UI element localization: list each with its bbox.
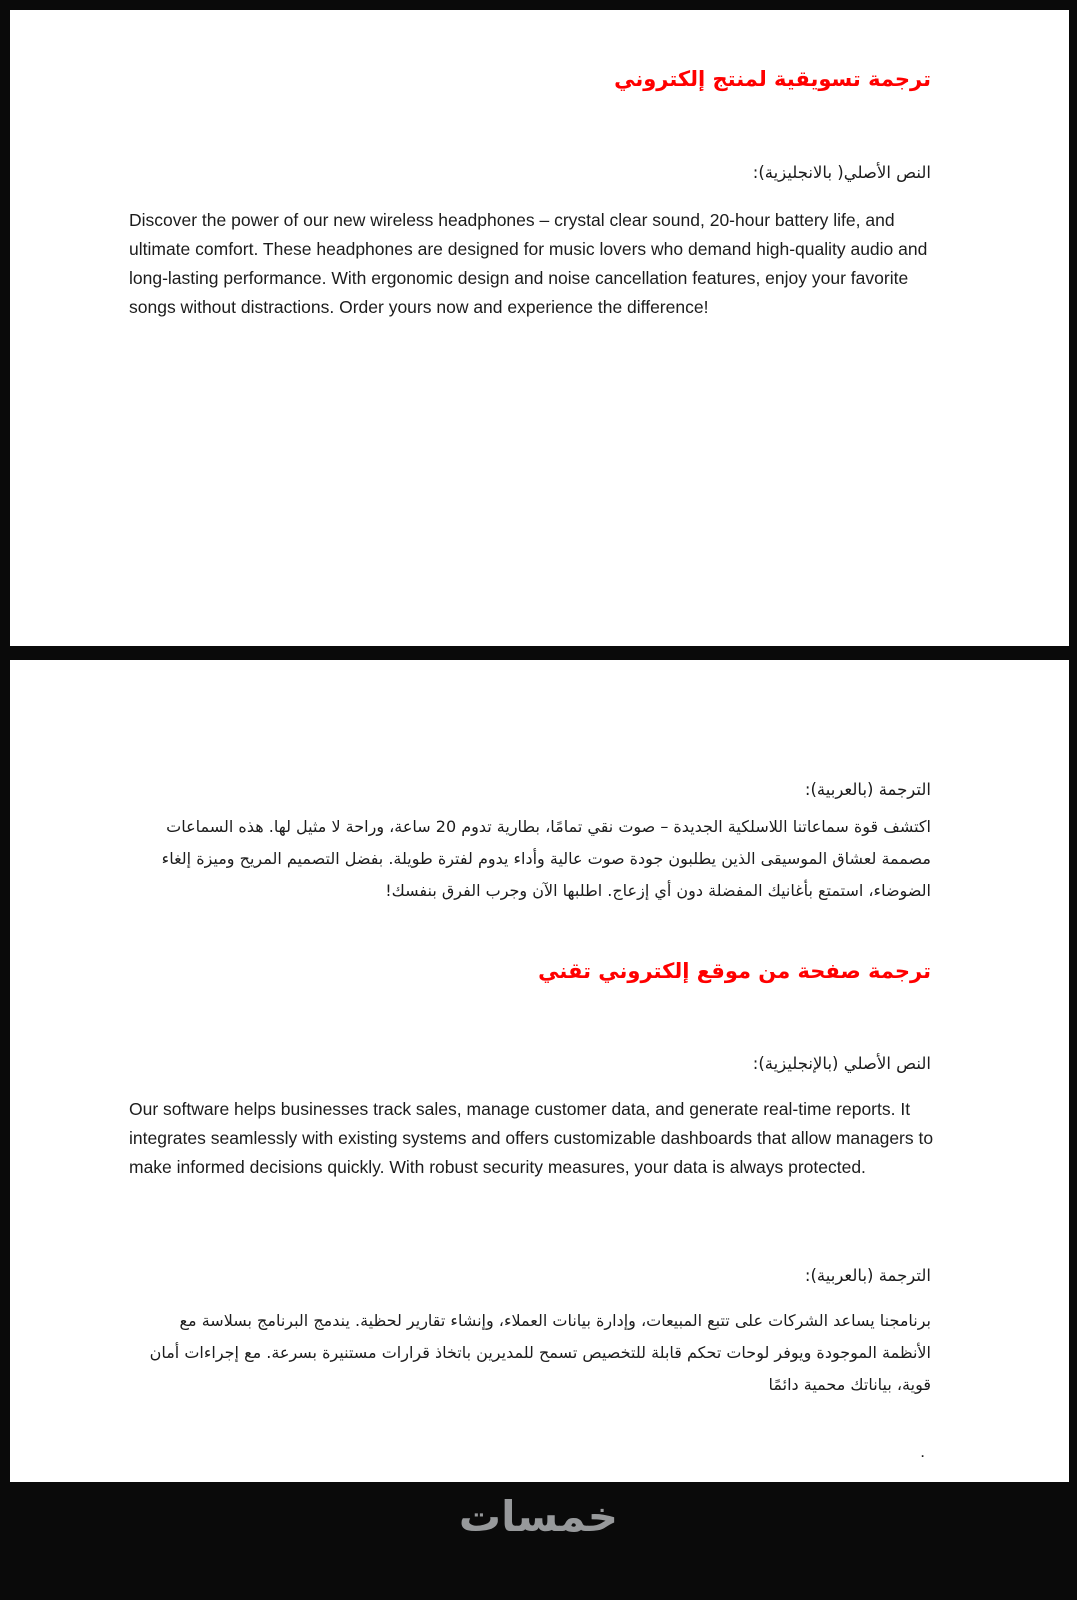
section2-translation-label: الترجمة (بالعربية): bbox=[804, 1266, 931, 1285]
section1-translation-label: الترجمة (بالعربية): bbox=[804, 780, 931, 799]
section1-source-text: Discover the power of our new wireless headphones – crystal clear sound, 20-hour battery life, and ultimate comfort. These headphones are designed for music lovers who demand high-quality audio and long-lasting performance. With ergonomic design and noise cancellation features, enjoy your favorite songs without distractions. Order yours now and experience the difference! bbox=[129, 210, 928, 317]
section1-heading: ترجمة تسويقية لمنتج إلكتروني bbox=[614, 67, 931, 91]
section2-source-label: النص الأصلي (بالإنجليزية): bbox=[752, 1054, 931, 1073]
section1-source-label: النص الأصلي( بالانجليزية): bbox=[752, 163, 931, 182]
footer-watermark-area bbox=[0, 1482, 1077, 1600]
document-page-1 bbox=[10, 10, 1069, 646]
section1-translation-text: اكتشف قوة سماعاتنا اللاسلكية الجديدة – صوت نقي تمامًا، بطارية تدوم 20 ساعة، وراحة لا مثيل لها. هذه السماعات مصممة لعشاق الموسيقى الذين يطلبون جودة صوت عالية وأداء يدوم لفترة طويلة. بفضل التصميم المريح وميزة إلغاء الضوضاء، استمتع بأغانيك المفضلة دون أي إزعاج. اطلبها الآن وجرب الفرق بنفسك! bbox=[161, 817, 931, 900]
section2-heading: ترجمة صفحة من موقع إلكتروني تقني bbox=[538, 959, 931, 983]
section2-source-text: Our software helps businesses track sales, manage customer data, and generate real-time reports. It integrates seamlessly with existing systems and offers customizable dashboards that allow managers to make informed decisions quickly. With robust security measures, your data is always protected. bbox=[129, 1099, 934, 1177]
trailing-period: . bbox=[920, 1442, 925, 1461]
khamsat-watermark: خمسات bbox=[458, 1492, 619, 1541]
section2-translation-text: برنامجنا يساعد الشركات على تتبع المبيعات، وإدارة بيانات العملاء، وإنشاء تقارير لحظية. يندمج البرنامج بسلاسة مع الأنظمة الموجودة ويوفر لوحات تحكم قابلة للتخصيص تسمح للمديرين باتخاذ قرارات مستنيرة بسرعة. مع إجراءات أمان قوية، بياناتك محمية دائمًا bbox=[149, 1311, 931, 1394]
document-page-2 bbox=[10, 660, 1069, 1482]
